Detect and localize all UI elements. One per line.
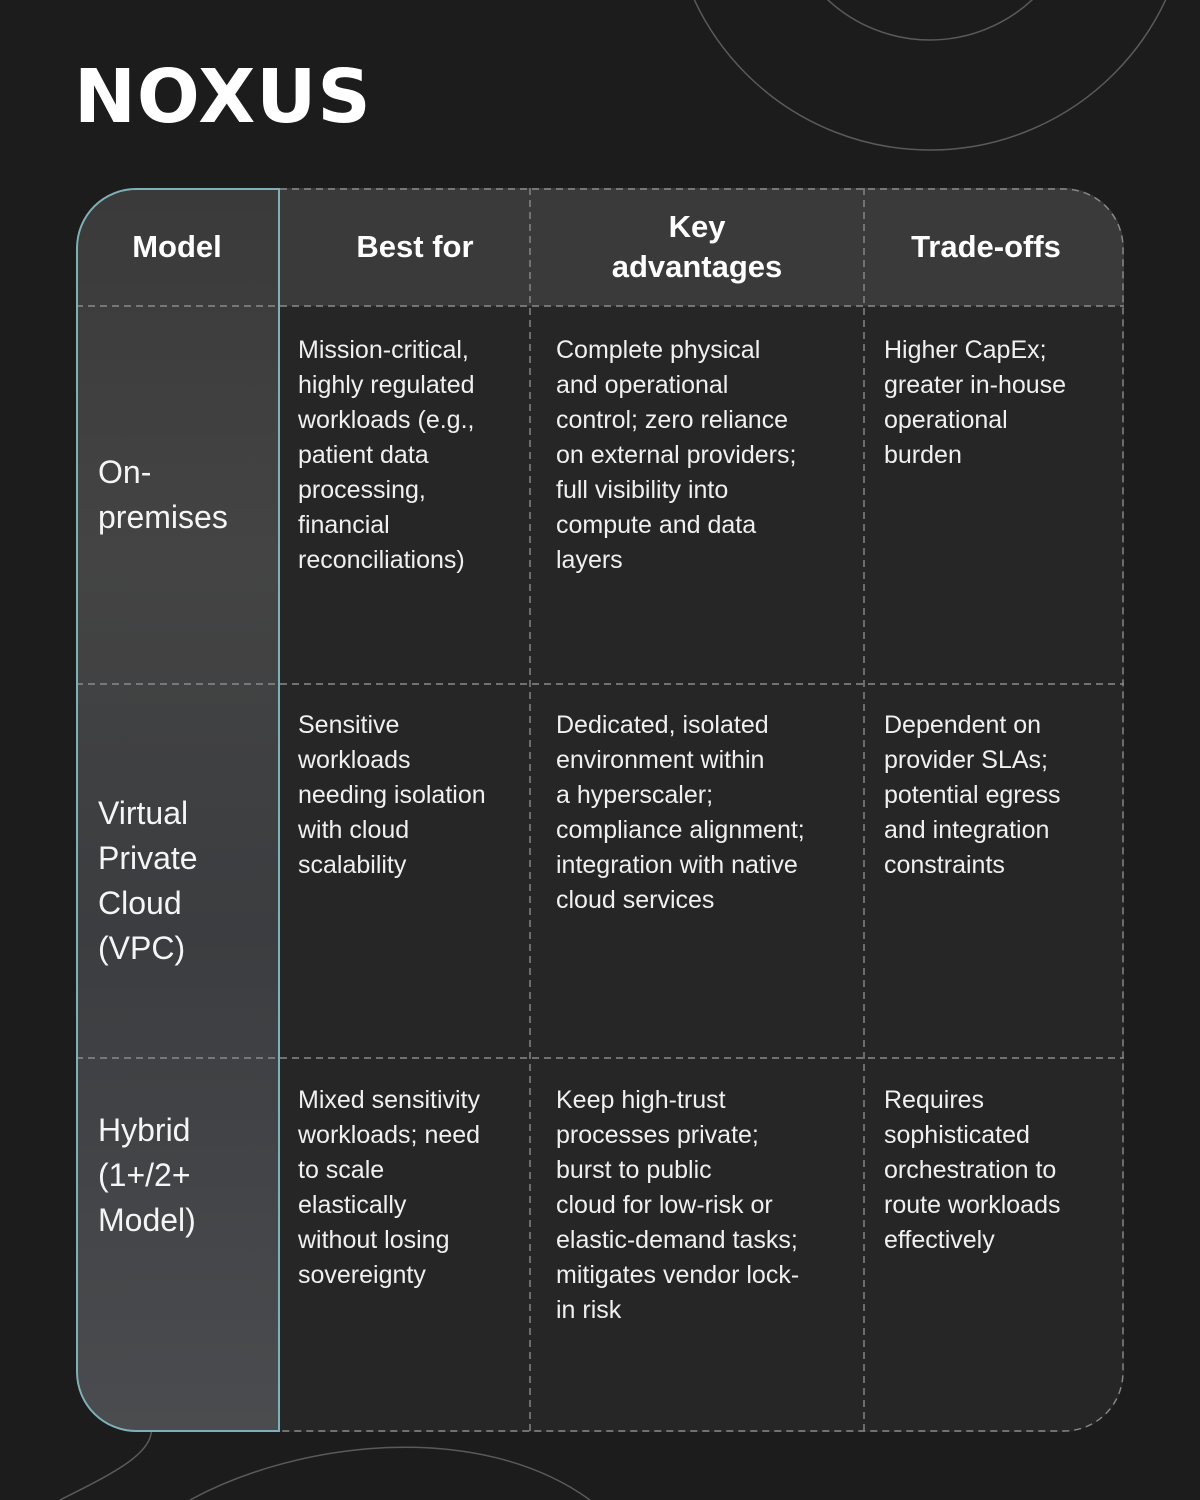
text-line: Requires <box>884 1086 985 1114</box>
text-line: greater in-house <box>884 371 1067 399</box>
text-line: sovereignty <box>298 1261 426 1289</box>
cell-trade-offs-row2 <box>884 708 1109 883</box>
text-line: provider SLAs; <box>884 746 1048 774</box>
text-line: and operational <box>556 371 729 399</box>
text-line: with cloud <box>298 816 410 844</box>
model-line: On- <box>98 454 152 490</box>
text-line: potential egress <box>884 781 1061 809</box>
model-line: Hybrid <box>98 1112 191 1148</box>
text-line: compliance alignment; <box>556 816 805 844</box>
cell-trade-offs-row1 <box>884 333 1109 473</box>
text-line: needing isolation <box>298 781 486 809</box>
text-line: to scale <box>298 1156 385 1184</box>
text-line: and integration <box>884 816 1050 844</box>
header-model: Model <box>132 229 222 264</box>
text-line: Dependent on <box>884 711 1042 739</box>
text-line: orchestration to <box>884 1156 1057 1184</box>
text-line: mitigates vendor lock- <box>556 1261 800 1289</box>
cell-key-advantages-row3 <box>556 1083 856 1328</box>
text-line: environment within <box>556 746 765 774</box>
model-line: (1+/2+ <box>98 1157 191 1193</box>
text-line: financial <box>298 511 390 539</box>
text-line: on external providers; <box>556 441 797 469</box>
text-line: cloud for low-risk or <box>556 1191 773 1219</box>
cell-best-for-row1 <box>298 333 528 578</box>
text-line: Mission-critical, <box>298 336 469 364</box>
text-line: route workloads <box>884 1191 1061 1219</box>
noxus-logo: NOXUS <box>74 54 372 140</box>
header-best-for: Best for <box>356 229 474 264</box>
text-line: full visibility into <box>556 476 729 504</box>
deployment-models-table <box>76 188 1124 1432</box>
text-line: patient data <box>298 441 429 469</box>
model-cell-hybrid <box>76 1058 278 1432</box>
model-line: Private <box>98 840 198 876</box>
text-line: reconciliations) <box>298 546 465 574</box>
text-line: scalability <box>298 851 407 879</box>
cell-trade-offs-row3 <box>884 1083 1109 1258</box>
text-line: layers <box>556 546 623 574</box>
text-line: a hyperscaler; <box>556 781 714 809</box>
text-line: effectively <box>884 1226 995 1254</box>
text-line: Higher CapEx; <box>884 336 1047 364</box>
text-line: Mixed sensitivity <box>298 1086 480 1114</box>
cell-key-advantages-row2 <box>556 708 856 918</box>
text-line: operational <box>884 406 1008 434</box>
text-line: elastically <box>298 1191 407 1219</box>
model-line: Model) <box>98 1202 196 1238</box>
text-line: integration with native <box>556 851 798 879</box>
text-line: burden <box>884 441 962 469</box>
model-line: Virtual <box>98 795 189 831</box>
text-line: sophisticated <box>884 1121 1030 1149</box>
cell-best-for-row3 <box>298 1083 528 1293</box>
text-line: cloud services <box>556 886 715 914</box>
text-line: without losing <box>298 1226 450 1254</box>
text-line: processing, <box>298 476 426 504</box>
model-line: premises <box>98 499 228 535</box>
text-line: processes private; <box>556 1121 759 1149</box>
text-line: Keep high-trust <box>556 1086 726 1114</box>
model-line: Cloud <box>98 885 182 921</box>
text-line: in risk <box>556 1296 622 1324</box>
header-key-advantages: Key advantages <box>611 209 783 284</box>
text-line: Sensitive <box>298 711 400 739</box>
text-line: Complete physical <box>556 336 761 364</box>
text-line: workloads (e.g., <box>298 406 475 434</box>
text-line: workloads <box>298 746 411 774</box>
model-line: (VPC) <box>98 930 186 966</box>
text-line: compute and data <box>556 511 757 539</box>
text-line: Dedicated, isolated <box>556 711 769 739</box>
model-cell-vpc <box>76 684 278 1058</box>
cell-key-advantages-row1 <box>556 333 856 578</box>
model-cell-on-premises <box>76 306 278 684</box>
header-trade-offs: Trade-offs <box>911 229 1061 264</box>
text-line: control; zero reliance <box>556 406 789 434</box>
text-line: burst to public <box>556 1156 712 1184</box>
text-line: highly regulated <box>298 371 475 399</box>
text-line: elastic-demand tasks; <box>556 1226 798 1254</box>
text-line: constraints <box>884 851 1005 879</box>
text-line: workloads; need <box>298 1121 481 1149</box>
cell-best-for-row2 <box>298 708 528 883</box>
